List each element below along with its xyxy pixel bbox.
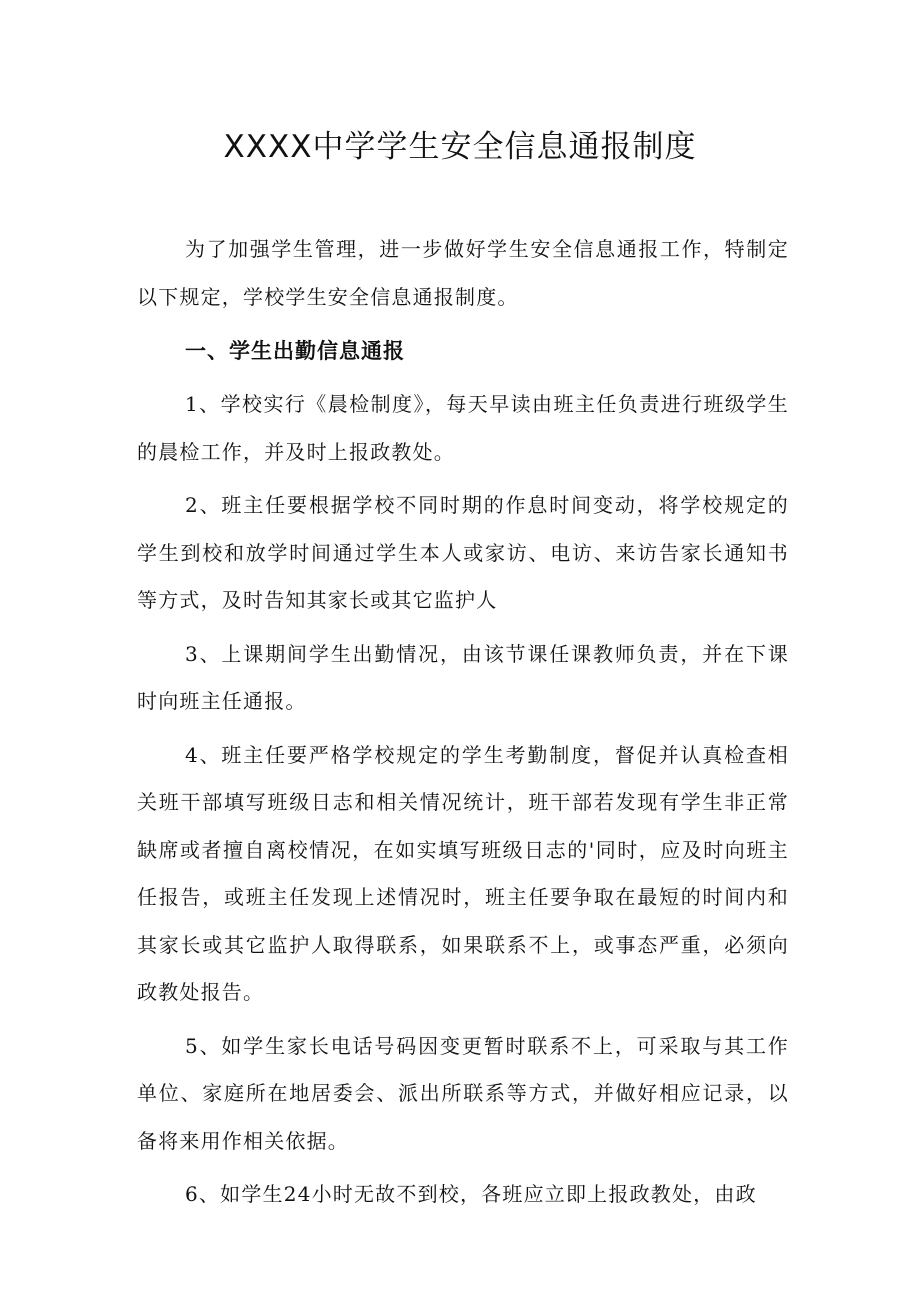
list-item-3: 3、上课期间学生出勤情况，由该节课任课教师负责，并在下课时向班主任通报。: [137, 641, 789, 713]
document-body: [137, 226, 789, 1225]
list-item-1: 1、学校实行《晨检制度》，每天早读由班主任负责进行班级学生的晨检工作，并及时上报政教处。: [137, 392, 789, 464]
intro-paragraph: 为了加强学生管理，进一步做好学生安全信息通报工作，特制定以下规定，学校学生安全信息通报制度。: [137, 237, 789, 309]
section-heading-attendance: 一、学生出勤信息通报: [185, 339, 405, 363]
list-item-5: 5、如学生家长电话号码因变更暂时联系不上，可采取与其工作单位、家庭所在地居委会、派出所联系等方式，并做好相应记录，以备将来用作相关依据。: [137, 1033, 789, 1153]
list-item-6: 6、如学生24小时无故不到校，各班应立即上报政教处，由政: [185, 1182, 757, 1206]
list-item-2: 2、班主任要根据学校不同时期的作息时间变动，将学校规定的学生到校和放学时间通过学生本人或家访、电访、来访告家长通知书等方式，及时告知其家长或其它监护人: [137, 493, 789, 612]
list-item-4: 4、班主任要严格学校规定的学生考勤制度，督促并认真检查相关班干部填写班级日志和相关情况统计，班干部若发现有学生非正常缺席或者擅自离校情况，在如实填写班级日志的'同时，应及时向班主任报告，或班主任发现上述情况时，班主任要争取在最短的时间内和其家长或其它监护人取得联系，如果联系不上，或事态严重，必须向政教处报告。: [137, 742, 789, 1004]
document-title: XXXX中学学生安全信息通报制度: [223, 129, 697, 165]
